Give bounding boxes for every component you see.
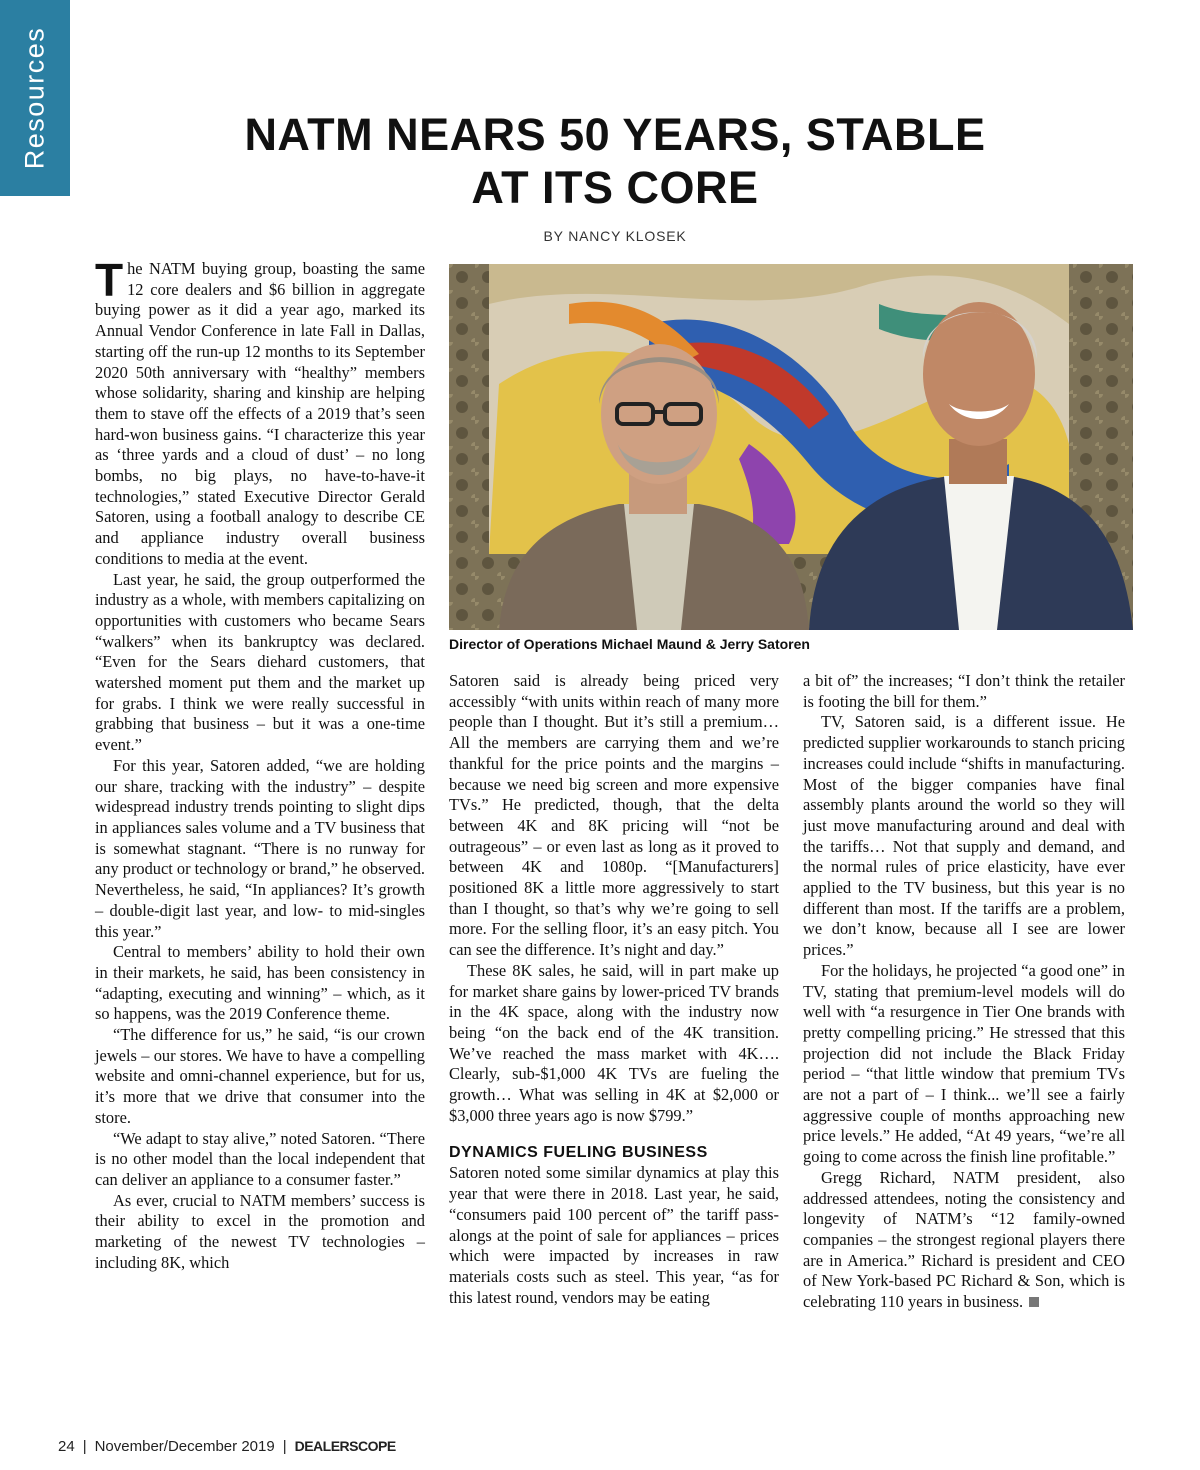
paragraph: “The difference for us,” he said, “is our crown jewels – our stores. We have to have a compelling website and omni-channel experience, but for us, it’s more that we drive that consumer into the store. bbox=[95, 1025, 425, 1127]
paragraph: Last year, he said, the group outperformed the industry as a whole, with members capitalizing on opportunities with customers who became Sears “walkers” when its bankruptcy was declared. “Even for the Sears diehard customers, that watershed moment put them and the market up for grabs. I think we were really successful in grabbing that business – but it was a one-time event.” bbox=[95, 569, 425, 755]
paragraph: Central to members’ ability to hold their own in their markets, he said, has been consistency in “adapting, executing and winning” – which, as it so happens, was the 2019 Conference theme. bbox=[95, 942, 425, 1024]
article-photo bbox=[449, 264, 1133, 630]
publication-logo: DEALERSCOPE bbox=[294, 1438, 396, 1454]
paragraph: TV, Satoren said, is a different issue. He predicted supplier workarounds to stanch pricing increases could include “shifts in manufacturing. Most of the bigger companies have final assembly plants around the world so they will just move manufacturing around and deal with the tariffs… Not that supply and demand, and the normal rules of price elasticity, have ever applied to the TV business, but this year is no different than most. If the tariffs are a problem, we don’t know, because all I see are lower prices.” bbox=[803, 712, 1125, 960]
section-subhead: DYNAMICS FUELING BUSINESS bbox=[449, 1144, 708, 1162]
paragraph-text: he NATM buying group, boasting the same 12 core dealers and $6 billion in aggregate buying power as it did a year ago, marked its Annual Vendor Conference in late Fall in Dallas, starting off the run-up 12 months to its September 2020 50th anniversary with “healthy” members whose solidarity, sharing and kinship are helping them to stave off the effects of a 2019 that’s seen hard-won business gains. “I characterize this year as ‘three yards and a cloud of dust’ – no long bombs, no big plays, no have-to-have-it technologies,” stated Executive Director Gerald Satoren, using a football analogy to describe CE and appliance industry overall business conditions to media at the event. bbox=[95, 259, 425, 568]
article-column-3 bbox=[803, 671, 1125, 1313]
photo-illustration bbox=[449, 264, 1133, 630]
paragraph: As ever, crucial to NATM members’ success is their ability to excel in the promotion and marketing of the newest TV technologies – including 8K, which bbox=[95, 1190, 425, 1272]
paragraph-text: Gregg Richard, NATM president, also addressed attendees, noting the consistency and longevity of NATM’s “12 family-owned companies – the strongest regional players there are in America.” Richard is president and CEO of New York-based PC Richard & Son, which is celebrating 110 years in business. bbox=[803, 1167, 1125, 1312]
paragraph: “We adapt to stay alive,” noted Satoren. “There is no other model than the local independent that can deliver an appliance to a consumer faster.” bbox=[95, 1128, 425, 1189]
paragraph bbox=[95, 254, 425, 570]
paragraph: Satoren said is already being priced very accessibly “with units within reach of many more people than I thought. But it’s still a premium… All the members are carrying them and we’re thankful for the price points and the margins – because we need big screen and more expensive TVs.” He predicted, though, that the delta between 4K and 8K pricing will “not be outrageous” – or even last as long as it proved to between 4K and 1080p. “[Manufacturers] positioned 8K a little more aggressively to start than I thought, so that’s why we’re going to sell more. For the selling floor, it’s an easy pitch. You can see the difference. It’s night and day.” bbox=[449, 671, 779, 960]
paragraph: These 8K sales, he said, will in part make up for market share gains by lower-priced TV brands in the 4K space, along with the industry now being “on the back end of the 4K transition. We’ve reached the mass market with 4K…. Clearly, sub-$1,000 4K TVs are fueling the growth… What was selling in 4K at $2,000 or $3,000 three years ago is now $799.” bbox=[449, 960, 779, 1125]
paragraph: a bit of” the increases; “I don’t think the retailer is footing the bill for them.” bbox=[803, 671, 1125, 711]
paragraph bbox=[803, 1168, 1125, 1313]
paragraph: For this year, Satoren added, “we are holding our share, tracking with the industry” – despite widespread industry trends pointing to slight dips in appliances sales volume and a TV business that is somewhat stagnant. “There is no runway for any product or technology or brand,” he observed. Nevertheless, he said, “In appliances? It’s growth – double-digit last year, and low- to mid-singles this year.” bbox=[95, 755, 425, 941]
headline: NATM NEARS 50 YEARS, STABLE AT ITS CORE bbox=[244, 109, 986, 213]
end-mark-icon bbox=[1029, 1297, 1039, 1307]
article-column-1 bbox=[95, 254, 425, 1273]
issue-date: November/December 2019 bbox=[94, 1438, 275, 1455]
page-number: 24 bbox=[58, 1438, 75, 1455]
paragraph: Satoren noted some similar dynamics at play this year that were there in 2018. Last year, he said, “consumers paid 100 percent of” the tariff pass-alongs at the point of sale for appliances – prices which were impacted by increases in raw materials costs such as steel. This year, “as for this latest round, vendors may be eating bbox=[449, 1163, 779, 1307]
section-tab-label: Resources bbox=[19, 26, 50, 170]
drop-cap: T bbox=[95, 254, 124, 306]
footer-separator: | bbox=[82, 1438, 87, 1455]
photo-caption: Director of Operations Michael Maund & Jerry Satoren bbox=[449, 636, 810, 652]
article-column-2 bbox=[449, 671, 779, 1308]
byline: BY NANCY KLOSEK bbox=[543, 228, 687, 244]
footer-separator: | bbox=[282, 1438, 287, 1455]
paragraph: For the holidays, he projected “a good one” in TV, stating that premium-level models will do well with “a resurgence in Tier One brands with pretty compelling pricing.” He stressed that this projection did not include the Black Friday period – “that little window that premium TVs are not a part of – I think... we’ll see a fairly aggressive couple of months approaching new price levels.” He added, “At 49 years, “we’re all going to come across the finish line profitable.” bbox=[803, 960, 1125, 1167]
section-tab bbox=[0, 0, 70, 196]
page-footer bbox=[58, 1438, 396, 1455]
